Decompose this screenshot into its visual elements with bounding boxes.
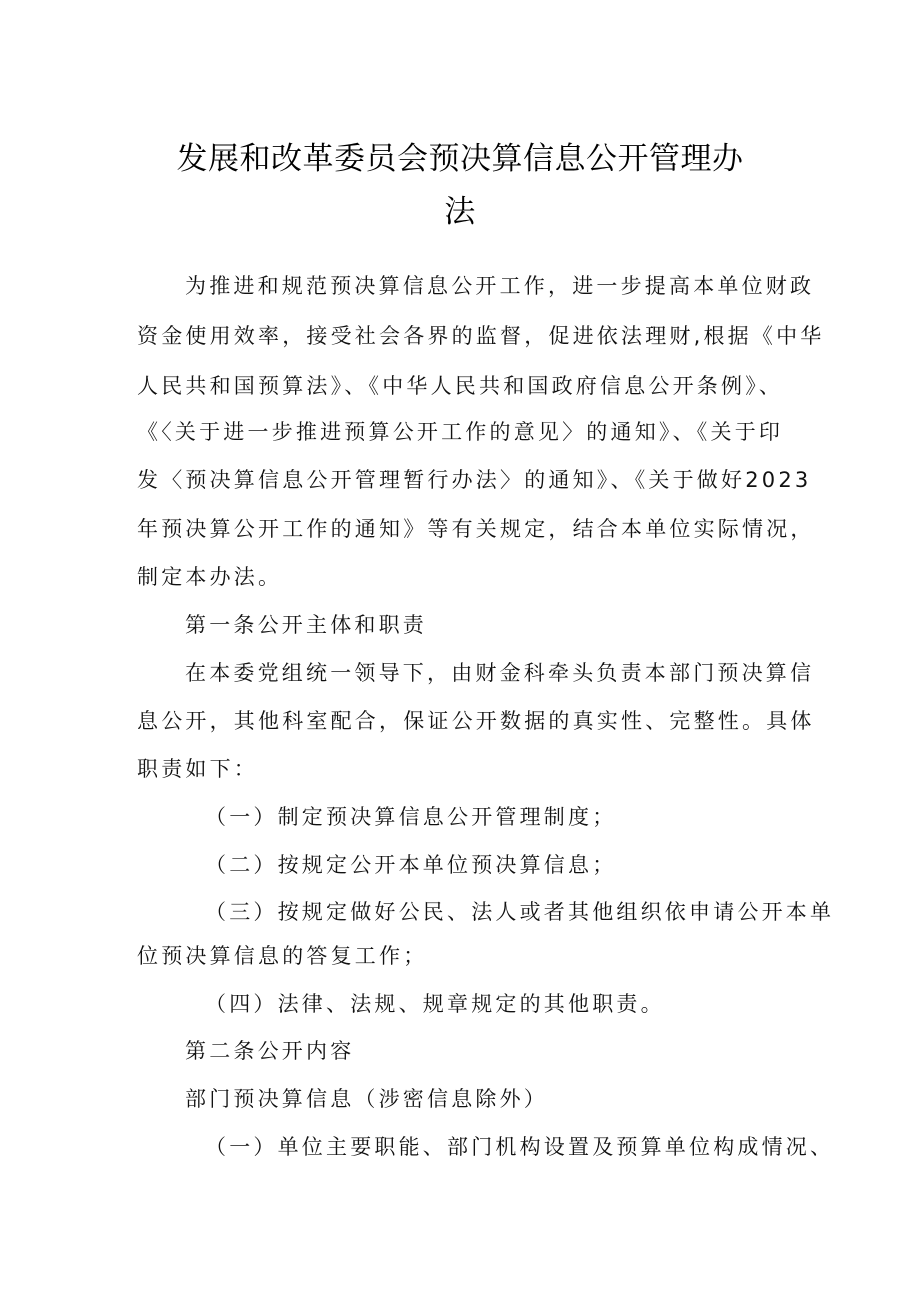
paragraph-line: 为推进和规范预决算信息公开工作，进一步提高本单位财政 [185,274,815,298]
list-item: （一）单位主要职能、部门机构设置及预算单位构成情况、 [205,1135,835,1159]
list-item-continuation: 位预决算信息的答复工作； [137,944,428,968]
paragraph-line: 部门预决算信息（涉密信息除外） [185,1087,548,1111]
paragraph-line: 制定本办法。 [137,565,283,589]
paragraph-line: 年预决算公开工作的通知》等有关规定，结合本单位实际情况， [137,517,815,541]
list-item: （四）法律、法规、规章规定的其他职责。 [205,992,665,1016]
paragraph-line: 资金使用效率，接受社会各界的监督，促进依法理财,根据《中华 [137,324,825,348]
list-item: （一）制定预决算信息公开管理制度； [205,805,617,829]
article-heading: 第一条公开主体和职责 [185,613,427,637]
document-title-line-1: 发展和改革委员会预决算信息公开管理办 [176,141,744,177]
paragraph-line: 息公开，其他科室配合，保证公开数据的真实性、完整性。具体 [137,709,815,733]
paragraph-line: 职责如下： [137,757,258,781]
paragraph-line: 《〈关于进一步推进预算公开工作的意见〉的通知》、《关于印 [137,420,784,444]
paragraph-line: 在本委党组统一领导下，由财金科牵头负责本部门预决算信 [185,661,815,685]
document-title-line-2: 法 [444,194,476,230]
article-heading: 第二条公开内容 [185,1039,355,1063]
paragraph-line: 人民共和国预算法》、《中华人民共和国政府信息公开条例》、 [137,374,784,398]
list-item: （二）按规定公开本单位预决算信息； [205,853,617,877]
paragraph-line: 发〈预决算信息公开管理暂行办法〉的通知》、《关于做好2023 [137,468,812,492]
list-item: （三）按规定做好公民、法人或者其他组织依申请公开本单 [205,900,835,924]
